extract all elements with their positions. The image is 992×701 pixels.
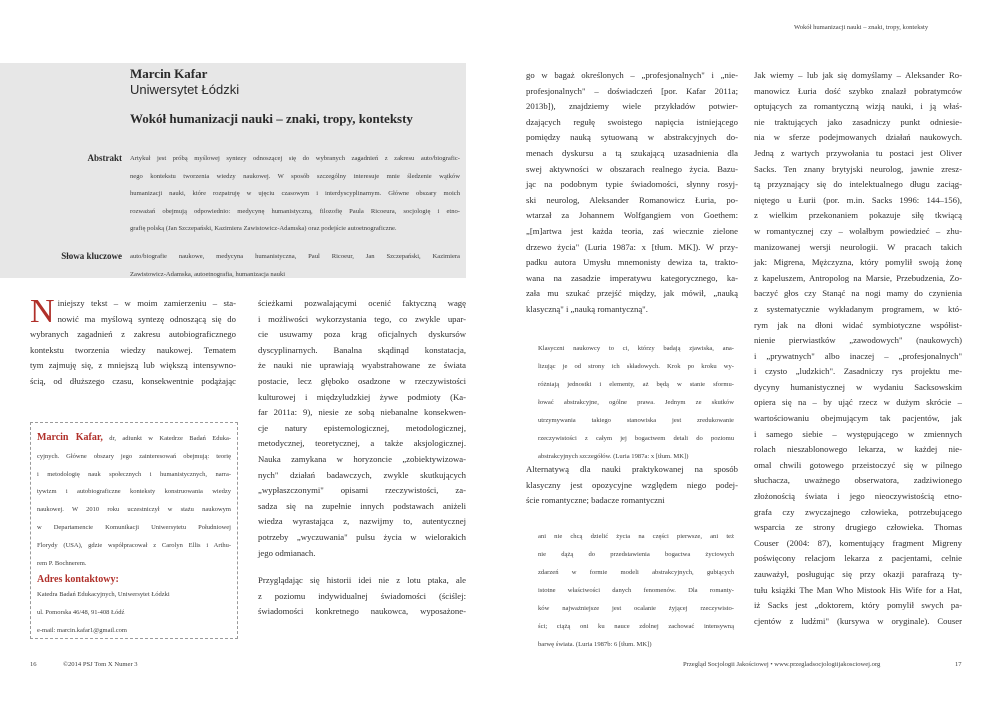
abstract-text xyxy=(130,150,460,238)
body-line: poświęcony relacjom lekarza z pacjentami, celnie xyxy=(754,553,962,564)
body-line: grafa czy zwyczajnego człowieka, potrzebującego xyxy=(754,506,962,517)
body-line: że nauki nie uprawiają wyabstrahowane ze świata xyxy=(258,360,466,371)
abstract-line: nego kontekstu tworzenia wiedzy naukowej. W sposób szczególny interesuje mnie śledzenie wątków xyxy=(130,172,460,180)
author-bio-box xyxy=(30,422,238,639)
body-line: i samego siebie – występującego w zmiennych xyxy=(754,428,962,439)
body-line: dzających regułę swoistego napięcia istniejącego xyxy=(526,116,738,127)
body-line: dyscyplinarnych. Banalna skądinąd konstatacja, xyxy=(258,344,466,355)
body-line: świadomości konkretnego naukowca, wyposażone- xyxy=(258,606,466,617)
address-block xyxy=(37,586,170,639)
quote-line: utrzymywania takiego stanowiska jest zredukowanie xyxy=(538,417,734,424)
body-line: nienie pierwiastków „zawodowych" (naukowych) xyxy=(754,335,962,346)
quote-line: ani nie chcą dzielić życia na części pierwsze, ani też xyxy=(538,533,734,540)
body-line: Nauka zamykana w horyzoncie „zobiektywizowa- xyxy=(258,453,466,464)
body-line: z kapeluszem, Antropolog na Marsie, Przebudzenia, Zo- xyxy=(754,272,962,283)
body-line: menach dyskursu a tą szukającą uzasadnienia dla xyxy=(526,147,738,158)
abstract-line: humanizacji nauki, które rozpatruję w ujęciu czasowym i interdyscyplinarnym. Główne obszary moich xyxy=(130,190,460,197)
body-line: sadza się na zupełnie innych podstawach aniżeli xyxy=(258,500,466,511)
quote-line: nie dążą do przedstawienia bogactwa życiowych xyxy=(538,551,734,558)
body-line: tą przyznający się do intelektualnego długu zaciąg- xyxy=(754,179,962,190)
body-line: 2013b]), znajdziemy wiele przykładów potwier- xyxy=(526,101,738,112)
address-line: ul. Pomorska 46/48, 91-408 Łódź xyxy=(37,608,125,616)
quote-line: lizując je od strony ich składowych. Krok po kroku wy- xyxy=(538,363,734,370)
bio-author-name: Marcin Kafar, xyxy=(37,432,103,443)
body-line: słuchacza, uważnego obserwatora, zadziwionego xyxy=(754,475,962,486)
body-line: zała mu szukać przejść między, jak mówił, „nauką xyxy=(526,288,738,299)
body-line: drzewo życia" (Luria 1987a: x [tłum. MK]). W przy- xyxy=(526,241,738,252)
footer-journal-left: ©2014 PSJ Tom X Numer 3 xyxy=(63,661,138,668)
body-line: wartościowaniu obejmującym tak pacjentów, jak xyxy=(754,413,962,424)
abstract-line: grafię polską (Jan Szczepański, Kazimiera Zawistowicz-Adamska) oraz podejście autoetnograficzne. xyxy=(130,225,397,232)
running-head: Wokół humanizacji nauki – znaki, tropy, konteksty xyxy=(794,24,929,31)
body-line: far 2011a: 9), niesie ze sobą niebanalne konsekwen- xyxy=(258,407,466,418)
body-line: postacie, lecz głęboko osadzone w rzeczywistości xyxy=(258,375,466,386)
body-line: metodycznej, teoretycznej, a także aksjologicznej. xyxy=(258,438,466,449)
quote-line: barwę świata. (Luria 1987b: 6 [tłum. MK]) xyxy=(538,641,652,648)
body-line: optujących za romantyczną wizją nauki, i ją właś- xyxy=(754,101,962,112)
keywords-text xyxy=(130,248,460,283)
quote-line: różniają jednostki i elementy, aż będą w stanie sformu- xyxy=(538,381,734,388)
body-line: Jedną z wartych przywołania tu postaci jest Oliver xyxy=(754,147,962,158)
body-line: pomiędzy nauką sytuowaną w abstrakcyjnych do- xyxy=(526,132,738,143)
body-line: dycyny humanistycznej w wydaniu Sacksowskim xyxy=(754,381,962,392)
body-line: wtarzał za Johannem Wolfgangiem von Goethem: xyxy=(526,210,738,221)
body-line: rym jak na dłoni widać symbiotyczne współist- xyxy=(754,319,962,330)
body-line: klasyczną" i „nauką romantyczną". xyxy=(526,303,648,314)
quote-line: ści; ciążą oni ku nauce zdolnej zachować intensywną xyxy=(538,623,734,630)
abstract-label: Abstrakt xyxy=(87,153,122,163)
bio-line: naukowej. W 2010 roku uczestniczył w stażu naukowym xyxy=(37,506,231,514)
body-line: wybranych zagadnień z zakresu autobiograficznego xyxy=(30,329,236,340)
body-line: omal chwili gotowego przeistoczyć się w pilnego xyxy=(754,459,962,470)
email-address: e-mail: marcin.kafar1@gmail.com xyxy=(37,626,127,634)
body-line: ście romantyczne; badacze romantyczni xyxy=(526,495,665,506)
bio-line: dr, adiunkt w Katedrze Badań Eduka- xyxy=(102,435,231,442)
body-line: manowicz Łuria dość szybko znalazł pobratymców xyxy=(754,85,962,96)
body-line: i „prywatnych" albo inaczej – „profesjonalnych" xyxy=(754,350,962,361)
bio-line: i metodologię nauk społecznych i humanistycznych, narra- xyxy=(37,470,231,478)
abstract-line: Artykuł jest próbą myślowej syntezy odnoszącej się do wybranych zagadnień z zakresu auto/biografic- xyxy=(130,155,460,162)
body-line: ścieżkami pozwalającymi ocenić faktyczną wagę xyxy=(258,298,466,308)
bio-line: tywizm i autobiograficzne konteksty konstruowania wiedzy xyxy=(37,488,231,496)
body-line: wsparcia ze strony drugiego człowieka. Thomas xyxy=(754,522,962,533)
body-line: zauważył, posługując się przy okazji parafrazą ty- xyxy=(754,569,962,579)
quote-line: ków najważniejsze jest ocalanie żyjącej rzeczywisto- xyxy=(538,605,734,612)
keywords-line: Zawistowicz-Adamska, autoetnografia, humanizacja nauki xyxy=(130,270,286,278)
author-affiliation: Uniwersytet Łódzki xyxy=(130,82,240,97)
body-line: „wypłaszczonymi" opisami rzeczywistości, za- xyxy=(258,485,466,496)
body-line: wiedza wyrastająca z, nazwijmy to, autentycznej xyxy=(258,516,466,527)
body-line: złożonością świata i jego nieoczywistością etno- xyxy=(754,491,962,502)
body-line: profesjonalnych" – doświadczeń [por. Kafar 2011a; xyxy=(526,85,738,96)
address-line: Katedra Badań Edukacyjnych, Uniwersytet Łódzki xyxy=(37,591,170,598)
body-line: ski neurolog, Aleksander Romanowicz Łuria, po- xyxy=(526,194,738,205)
body-line: Jak wiemy – lub jak się domyślamy – Aleksander Ro- xyxy=(754,70,962,80)
body-line: nowić ma myślową syntezę odnoszącą się do xyxy=(57,313,236,324)
body-line: iniejszy tekst – w moim zamierzeniu – sta- xyxy=(57,298,236,308)
body-line: opiera się na – by ująć rzecz w dużym skrócie – xyxy=(754,397,962,408)
quote-block-2 xyxy=(538,528,734,654)
article-title: Wokół humanizacji nauki – znaki, tropy, konteksty xyxy=(130,111,413,126)
quote-line: łować abstrakcyjne, ogólne prawa. Jednym ze skutków xyxy=(538,399,734,406)
quote-line: abstrakcyjnych szczegółów. (Luria 1987a: x [tłum. MK]) xyxy=(538,453,689,460)
body-line: nych" działań badawczych, zwykle skutkujących xyxy=(258,469,466,480)
quote-line: Klasyczni naukowcy to ci, którzy badają zjawiska, ana- xyxy=(538,345,734,352)
body-line: „[m]artwa jest każda teoria, zaś wiecznie zielone xyxy=(526,225,738,236)
body-line: niętego u Łurii (por. m.in. Sacks 1996: 144–156), xyxy=(754,194,962,205)
author-name: Marcin Kafar xyxy=(130,66,208,81)
right-column-2-text xyxy=(754,68,962,629)
quote-line: istotne właściwości danych fenomenów. Dla romanty- xyxy=(538,587,734,594)
body-line: potrzeby „wyczuwania" pulsu życia w wielorakich xyxy=(258,531,466,542)
body-line: Couser (2004: 87), komentujący fragment Migreny xyxy=(754,537,962,548)
keywords-line: auto/biografie naukowe, medycyna humanistyczna, Paul Ricoeur, Jan Szczepański, Kazimiera xyxy=(130,253,460,260)
body-line: z wielkim przekonaniem pokazuje siłę tkwiącą xyxy=(754,210,962,221)
body-line: cje natury epistemologicznej, metodologicznej, xyxy=(258,422,466,433)
body-line: baczyć głos czy Stanąć na nogi mamy do czynienia xyxy=(754,288,962,299)
body-line: nia w sferze podejmowanych działań naukowych. xyxy=(754,132,962,143)
left-column-1-text xyxy=(30,293,236,390)
body-line: ścią, od dłuższego czasu, konsekwentnie podążając xyxy=(30,375,236,386)
bio-line: cyjnych. Główne obszary jego zainteresowań obejmują: teorię xyxy=(37,452,231,460)
body-line: w romantycznej czy – wolałbym powiedzieć – zhu- xyxy=(754,225,962,236)
body-line: jak: Migrena, Mężczyzna, który pomylił swoją żonę xyxy=(754,257,962,268)
body-line: z systematycznie wykładanym programem, w któ- xyxy=(754,303,962,314)
body-line: i czysto „ludzkich". Zasadniczy rys projektu me- xyxy=(754,366,962,377)
footer-journal-right: Przegląd Socjologii Jakościowej • www.przegladsocjologiijakosciowej.org xyxy=(683,661,881,668)
body-line: iż Sacks jest „doktorem, który pomylił swych pa- xyxy=(754,600,962,611)
body-line: nie traktujących jako zasadniczy punkt odniesie- xyxy=(754,116,962,127)
body-line: wana na zasadzie imperatywu kategorycznego, ka- xyxy=(526,272,738,283)
keywords-label: Słowa kluczowe xyxy=(61,251,122,261)
quote-block-1 xyxy=(538,340,734,466)
bio-line: Florydy (USA), gdzie współpracował z Carolyn Ellis i Arthu- xyxy=(37,541,231,549)
body-line: cjentów z ludźmi" (kursywa w oryginale). Couser xyxy=(754,615,962,626)
body-line: kulturowej i międzyludzkiej żywe podmioty (Ka- xyxy=(258,391,466,402)
left-column-2-text xyxy=(258,296,466,620)
body-line: manizowanej wersji neurologii. W pracach takich xyxy=(754,241,962,252)
body-line: Sacks. Ten znany brytyjski neurolog, jawnie zresz- xyxy=(754,163,962,174)
body-line: tułu książki The Man Who Mistook His Wife for a Hat, xyxy=(754,584,962,595)
body-line: padku autora Umysłu mnemonisty dewiza ta, trakto- xyxy=(526,257,738,268)
body-line: kontekstu tworzenia wiedzy naukowej. Tematem xyxy=(30,344,236,355)
body-line: tym zajmuję się, z mniejszą lub większą intensywno- xyxy=(30,360,236,371)
body-line: swej aktywności w obszarach realnego życia. Bazu- xyxy=(526,163,738,174)
body-line: rolach nieszablonowego lekarza, w każdej nie- xyxy=(754,444,962,455)
quote-line: rzeczywistości z całym jej bogactwem detali do poziomu xyxy=(538,435,734,442)
quote-line: zdarzeń w formie modeli abstrakcyjnych, gubiących xyxy=(538,569,734,576)
body-line: go w bagaż określonych – „profesjonalnych" i „nie- xyxy=(526,70,738,80)
right-column-1-mid-text xyxy=(526,462,738,509)
drop-cap: N xyxy=(30,293,55,330)
abstract-line: rozważań obejmują odpowiednio: medycynę humanistyczną, filozofię Paula Ricoeura, socjologię i etno- xyxy=(130,207,460,215)
body-line: Alternatywą dla nauki praktykowanej na sposób xyxy=(526,464,738,474)
bio-line: rem P. Bochnerem. xyxy=(37,559,87,567)
body-line: i możliwości wykorzystania tego, co zwykle upar- xyxy=(258,313,466,324)
bio-line: w Departamencie Komunikacji Uniwersytetu Południowej xyxy=(37,523,231,531)
body-line: cie usuwamy poza krąg oficjalnych dyskursów xyxy=(258,329,466,340)
address-heading: Adres kontaktowy: xyxy=(37,574,119,585)
right-column-1-text xyxy=(526,68,738,318)
page-number-right: 17 xyxy=(955,661,962,668)
body-line: jego odmianach. xyxy=(258,547,316,558)
body-line: Przyglądając się historii idei nie z lotu ptaka, ale xyxy=(258,575,466,586)
body-line: z poziomu indywidualnej świadomości (ściślej: xyxy=(258,590,466,601)
body-line: jąc na podobnym typie świadomości, słynny rosyj- xyxy=(526,179,738,190)
page-number-left: 16 xyxy=(30,661,37,668)
body-line: klasyczny jest opozycyjne względem niego podej- xyxy=(526,479,738,490)
